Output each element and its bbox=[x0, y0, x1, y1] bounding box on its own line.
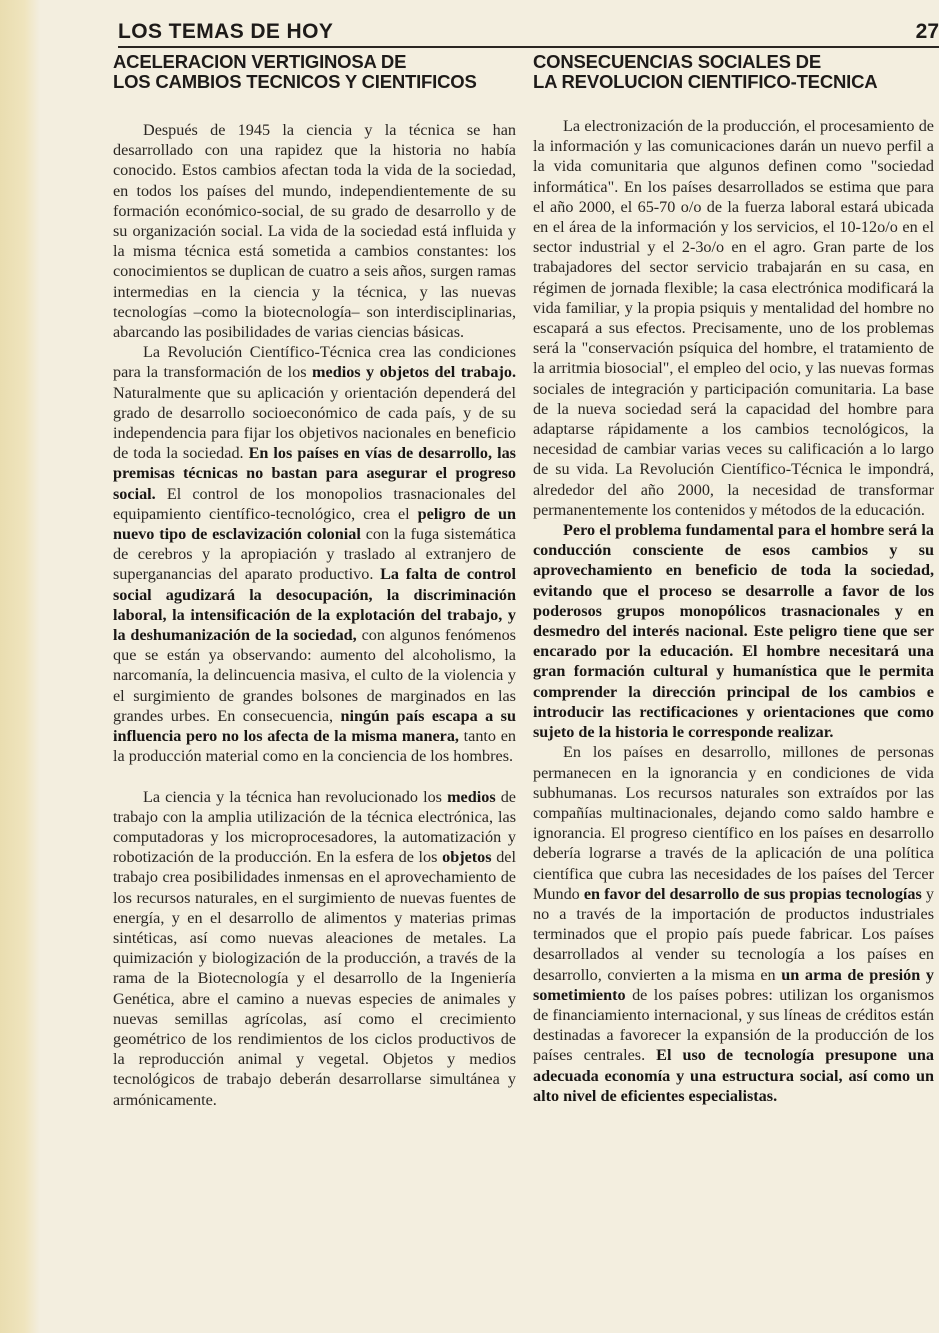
text-run: de los países pobres: utilizan los organismos de financiamiento internacional, y sus líneas de créditos están destinadas a favorecer la expansión de la producción de los países centrales. bbox=[533, 985, 934, 1065]
page-number: 27 bbox=[915, 20, 939, 43]
text-run: del trabajo crea posibilidades inmensas en el aprovechamiento de los recursos naturales, en el surgimiento de nuevas fuentes de energía, y en el desarrollo de alimentos y materias primas sintéticas, así como nuevas aleaciones de metales. La quimización y biologización de la producción, a través de la rama de la Biotecnología y el desarrollo de la Ingeniería Genética, abre el camino a nuevas especies de animales y nuevas semillas agrícolas, así como el crecimiento geométrico de los rendimientos de los ciclos productivos de la reproducción animal y vegetal. Objetos y medios tecnológicos de trabajo deberán desarrollarse simultánea y armónicamente. bbox=[113, 848, 516, 1109]
emphasis: medios bbox=[447, 787, 496, 806]
text-run: de trabajo con la amplia utilización de la técnica electrónica, las computadoras y los microprocesadores, la automatización y robotización de la producción. En la esfera de los bbox=[113, 787, 516, 867]
text-run: El control de los monopolios trasnacionales del equipamiento científico-tecnológico, crea el bbox=[113, 484, 516, 523]
right-column bbox=[533, 52, 934, 1106]
emphasis: un arma de presión y sometimiento bbox=[533, 965, 934, 1004]
section-title: LOS TEMAS DE HOY bbox=[118, 20, 334, 43]
header-rule bbox=[118, 46, 939, 48]
right-paragraph-2 bbox=[533, 520, 934, 742]
right-title-line-1: CONSECUENCIAS SOCIALES DE bbox=[533, 51, 821, 72]
emphasis: objetos bbox=[442, 848, 492, 867]
paper-edge bbox=[0, 0, 40, 1333]
emphasis: Pero el problema fundamental para el hombre será la conducción consciente de esos cambios y su aprovechamiento en beneficio de toda la sociedad, evitando que el proceso se desarrolle a favor de los poderosos grupos monopólicos trasnacionales y en desmedro del interés nacional. Este peligro tiene que ser encarado por la educación. El hombre necesitará una gran formación cultural y humanística que le permita comprender la dirección principal de los cambios e introducir las rectificaciones y orientaciones que como sujeto de la historia le corresponde realizar. bbox=[533, 521, 934, 742]
emphasis: La falta de control social agudizará la desocupación, la discriminación laboral, la intensificación de la explotación del trabajo, y la deshumanización de la sociedad, bbox=[113, 565, 516, 645]
emphasis: medios y objetos del trabajo. bbox=[312, 363, 516, 382]
left-title-line-2: LOS CAMBIOS TECNICOS Y CIENTIFICOS bbox=[113, 71, 477, 92]
text-run: En los países en desarrollo, millones de personas permanecen en la ignorancia y en condiciones de vida subhumanas. Los recursos naturales son extraídos por las compañías multinacionales, dejando como saldo hambre e ignorancia. El progreso científico en los países en desarrollo debería lograrse a través de la aplicación de una política científica que cubra las necesidades de los países del Tercer Mundo bbox=[533, 743, 934, 903]
text-run: y no a través de la importación de productos industriales terminados que el propio país puede fabricar. Los países desarrollados al vender su tecnología a los países en desarrollo, convierten a la misma en bbox=[533, 884, 934, 984]
text-run: con la fuga sistemática de cerebros y la apropiación y traslado al extranjero de superganancias del aparato productivo. bbox=[113, 525, 516, 584]
right-paragraph-1: La electronización de la producción, el procesamiento de la información y las comunicaciones darán un nuevo perfil a la vida comunitaria que algunos definen como "sociedad informática". En los países desarrollados se estima que para el año 2000, el 65-70 o/o de la fuerza laboral estará ubicada en el área de la información y los servicios, el 10-12o/o en el sector industrial y el 2-3o/o en el agro. Gran parte de los trabajadores del sector servicio trabajarán en su casa, en régimen de jornada flexible; la casa electrónica modificará la vida familiar, y la propia psiquis y mentalidad del hombre no escapará a sus efectos. Precisamente, uno de los problemas será la "conservación psíquica del hombre, el tratamiento de la arritmia biosocial", el empleo del ocio, y las nuevas formas sociales de integración y participación comunitaria. La base de la nueva sociedad será la capacidad del hombre para adaptarse rápidamente a los cambios tecnológicos, la necesidad de cambiar varias veces su calificación a lo largo de su vida. La Revolución Científico-Técnica le impondrá, alrededor del año 2000, la necesidad de transformar permanentemente los contenidos y métodos de la educación. bbox=[533, 117, 934, 519]
page-header bbox=[118, 18, 939, 48]
emphasis: peligro de un nuevo tipo de esclavización colonial bbox=[113, 504, 516, 544]
emphasis: En los países en vías de desarrollo, las premisas técnicas no bastan para asegurar el progreso social. bbox=[113, 444, 516, 503]
left-column bbox=[113, 52, 516, 1110]
left-paragraph-1: Después de 1945 la ciencia y la técnica se han desarrollado con una rapidez que la historia no había conocido. Estos cambios afectan toda la vida de la sociedad, en todos los países del mundo, independientemente de su formación económico-social, de su grado de desarrollo y de su organización social. La vida de la sociedad está influida y la misma técnica está sometida a cambios constantes: los conocimientos se duplican de cuatro a seis años, surgen ramas intermedias en la ciencia y la técnica, y las nuevas tecnologías –como la biotecnología– son interdisciplinarias, abarcando las posibilidades de varias ciencias básicas. bbox=[113, 121, 516, 342]
magazine-page bbox=[40, 0, 939, 1333]
right-paragraph-3 bbox=[533, 742, 934, 1106]
right-article-title bbox=[533, 52, 934, 92]
text-run: La ciencia y la técnica han revolucionado los bbox=[143, 787, 448, 806]
text-run: con algunos fenómenos que se están ya observando: aumento del alcoholismo, la narcomanía, la delincuencia masiva, el culto de la violencia y el surgimiento de grandes bolsones de marginados en las grandes urbes. En consecuencia, bbox=[113, 626, 516, 725]
left-title-line-1: ACELERACION VERTIGINOSA DE bbox=[113, 51, 407, 72]
right-title-line-2: LA REVOLUCION CIENTIFICO-TECNICA bbox=[533, 71, 878, 92]
left-paragraph-2 bbox=[113, 342, 516, 766]
emphasis: en favor del desarrollo de sus propias tecnologías bbox=[583, 884, 922, 903]
emphasis: ningún país escapa a su influencia pero no los afecta de la misma manera, bbox=[113, 706, 516, 746]
text-run: tanto en la producción material como en la conciencia de los hombres. bbox=[113, 727, 516, 766]
text-run: Naturalmente que su aplicación y orientación dependerá del grado de desarrollo socioeconómico de cada país, y de su independencia para fijar los objetivos nacionales en beneficio de toda la sociedad. bbox=[113, 383, 516, 463]
left-paragraph-3 bbox=[113, 787, 516, 1110]
text-run: La Revolución Científico-Técnica crea las condiciones para la transformación de los bbox=[113, 343, 516, 382]
left-article-title bbox=[113, 52, 516, 92]
emphasis: El uso de tecnología presupone una adecuada economía y una estructura social, así como un alto nivel de eficientes especialistas. bbox=[533, 1046, 934, 1105]
